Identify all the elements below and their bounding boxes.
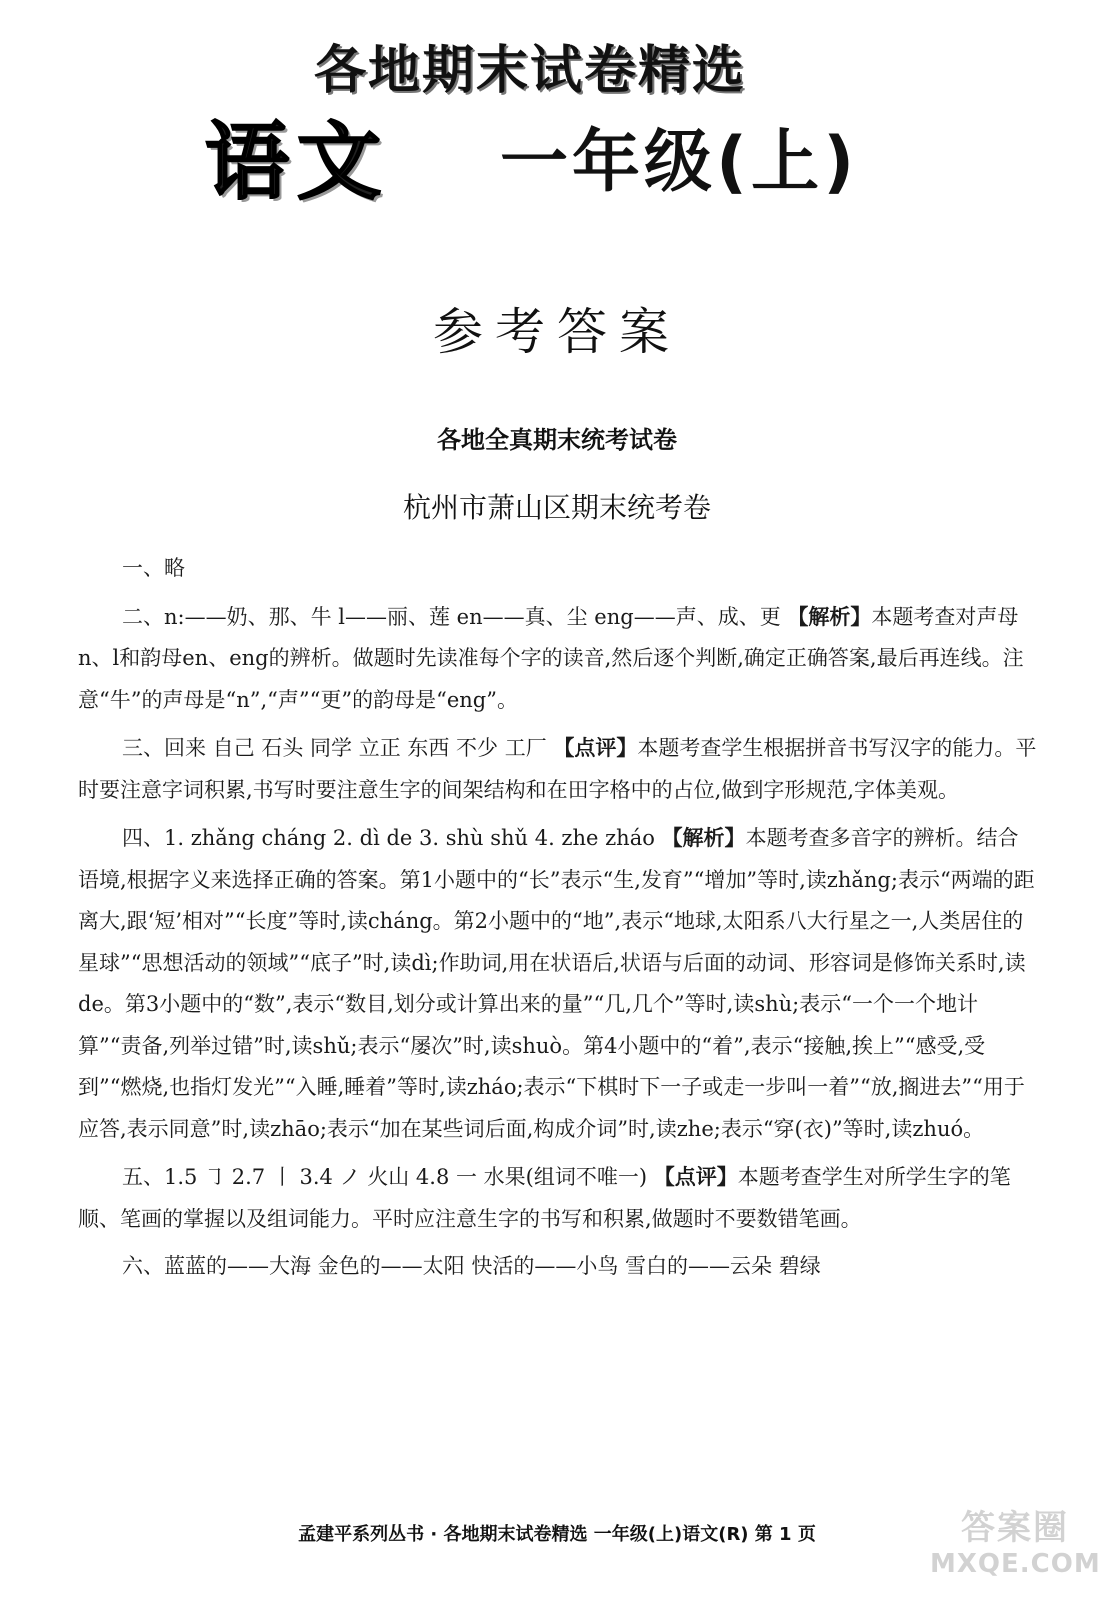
answer-tag: 【解析】	[787, 603, 872, 629]
page-footer: 孟建平系列丛书 · 各地期末试卷精选 一年级(上)语文(R) 第 1 页	[298, 1524, 816, 1545]
watermark-logo	[930, 1500, 1100, 1590]
answer-item	[78, 1156, 1038, 1240]
answer-text: 三、回来 自己 石头 同学 立正 东西 不少 工厂	[122, 736, 547, 760]
subject-title: 语文	[205, 113, 390, 211]
answer-text: 五、1.5 ㇆ 2.7 丨 3.4 ノ 火山 4.8 一 水果(组词不唯一)	[122, 1165, 648, 1189]
answer-list	[78, 548, 1038, 1294]
answer-item	[78, 1246, 1038, 1288]
answer-tag: 【解析】	[661, 825, 746, 850]
answer-explanation: 本题考查学生根据拼音书写汉字的能力。平时要注意字词积累,书写时要注意生字的间架结构和在田字格中的占位,做到字形规范,字体美观。	[78, 736, 1037, 802]
answer-tag: 【点评】	[653, 1164, 738, 1189]
answer-text: 四、1. zhǎng cháng 2. dì de 3. shù shǔ 4. zhe zháo	[122, 826, 655, 850]
answer-text: 一、略	[122, 556, 185, 580]
series-title: 各地期末试卷精选	[313, 41, 746, 101]
answer-tag: 【点评】	[553, 735, 638, 760]
grade-title: 一年级(上)	[500, 123, 859, 202]
watermark-url: MXQE.COM	[930, 1549, 1101, 1579]
answer-text: 六、蓝蓝的——大海 金色的——太阳 快活的——小鸟 雪白的——云朵 碧绿	[122, 1254, 821, 1278]
answer-text: 二、n:——奶、那、牛 l——丽、莲 en——真、尘 eng——声、成、更	[122, 604, 781, 629]
answer-item	[78, 596, 1038, 722]
answer-explanation: 本题考查对声母n、l和韵母en、eng的辨析。做题时先读准每个字的读音,然后逐个判断,确定正确答案,最后再连线。注意“牛”的声母是“n”,“声”“更”的韵母是“eng”。	[78, 604, 1024, 712]
page-title: 参考答案	[433, 303, 681, 361]
answer-explanation: 本题考查学生对所学生字的笔顺、笔画的掌握以及组词能力。平时应注意生字的书写和积累,做题时不要数错笔画。	[78, 1165, 1011, 1231]
answer-explanation: 本题考查多音字的辨析。结合语境,根据字义来选择正确的答案。第1小题中的“长”表示“生,发育”“增加”等时,读zhǎng;表示“两端的距离大,跟‘短’相对”“长度”等时,读cháng。第2小题中的“地”,表示“地球,太阳系八大行星之一,人类居住的星球”“思想活动的领域”“底子”时,读dì;作助词,用在状语后,状语与后面的动词、形容词是修饰关系时,读de。第3小题中的“数”,表示“数目,划分或计算出来的量”“几,几个”等时,读shù;表示“一个一个地计算”“责备,列举过错”时,读shǔ;表示“屡次”时,读shuò。第4小题中的“着”,表示“接触,挨上”“感受,受到”“燃烧,也指灯发光”“入睡,睡着”等时,读zháo;表示“下棋时下一子或走一步叫一着”“放,搁进去”“用于应答,表示同意”时,读zhāo;表示“加在某些词后面,构成介词”时,读zhe;表示“穿(衣)”等时,读zhuó。	[78, 826, 1035, 1141]
answer-item	[78, 727, 1038, 811]
watermark-text: 答案圈	[961, 1508, 1069, 1548]
exam-title: 杭州市萧山区期末统考卷	[402, 491, 711, 524]
answer-item	[78, 817, 1038, 1150]
section-title: 各地全真期末统考试卷	[437, 426, 677, 454]
answer-item	[78, 548, 1038, 590]
